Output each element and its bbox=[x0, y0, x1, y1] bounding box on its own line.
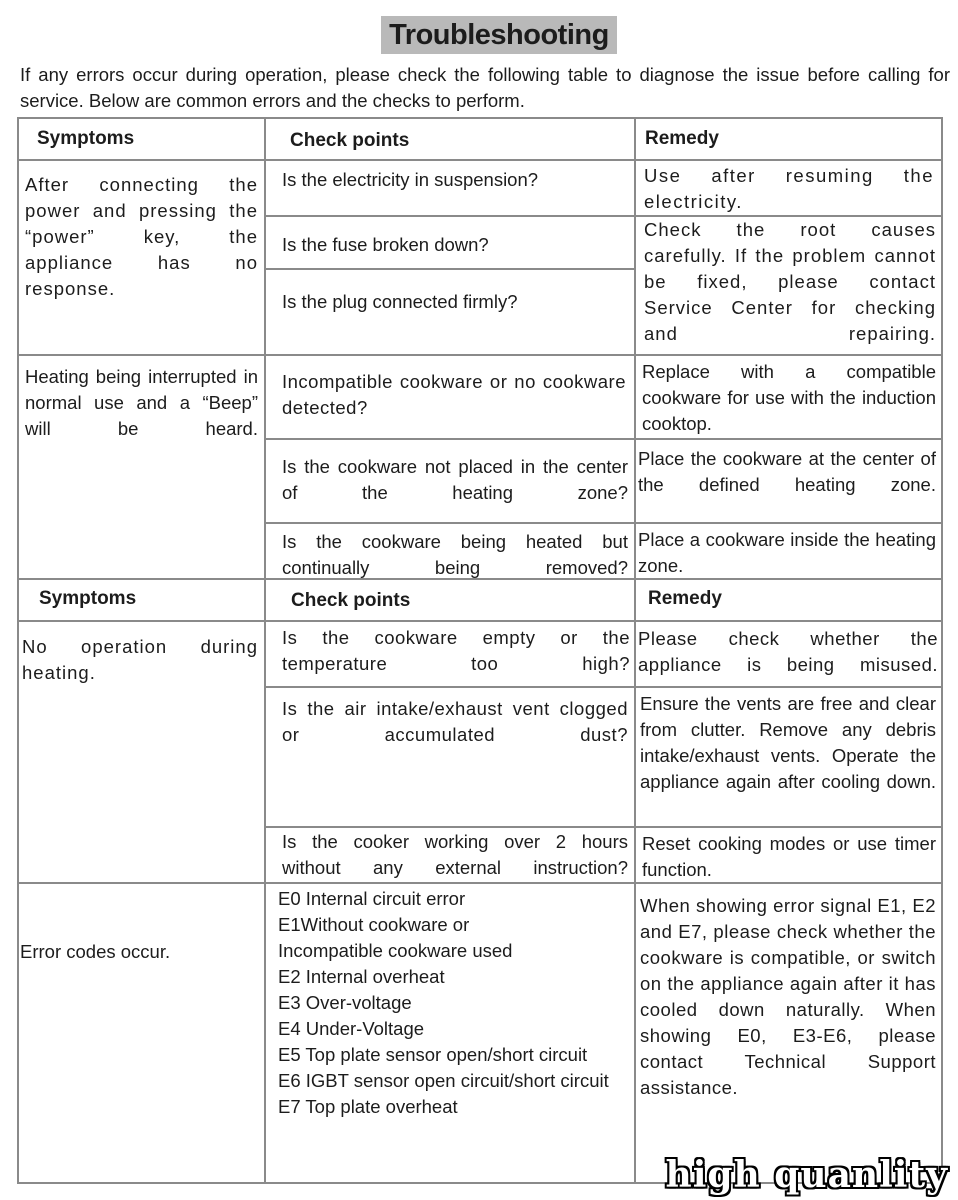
check-plug: Is the plug connected firmly? bbox=[282, 291, 518, 312]
symptom-no-operation: No operation during heating. bbox=[22, 636, 258, 683]
table-rule bbox=[264, 686, 943, 688]
error-code-item: E2 Internal overheat bbox=[278, 966, 445, 987]
check-fuse: Is the fuse broken down? bbox=[282, 234, 489, 255]
check-cookware-empty: Is the cookware empty or the temperature too high? bbox=[282, 627, 630, 674]
remedy-resume-electricity: Use after resuming the electricity. bbox=[644, 165, 934, 212]
check-points-header: Check points bbox=[291, 590, 411, 611]
table-border-right bbox=[941, 117, 943, 1184]
error-code-item: E0 Internal circuit error bbox=[278, 888, 466, 909]
table-rule bbox=[17, 159, 943, 161]
intro-paragraph: If any errors occur during operation, please check the following table to diagnose the issue before calling for service. Below are common errors and the checks to perform. bbox=[20, 64, 950, 111]
error-code-item: E6 IGBT sensor open circuit/short circuit bbox=[278, 1070, 609, 1091]
remedy-reset-modes: Reset cooking modes or use timer function. bbox=[642, 833, 936, 880]
check-working-over-2-hours: Is the cooker working over 2 hours without any external instruction? bbox=[282, 831, 628, 878]
remedy-place-center: Place the cookware at the center of the defined heating zone. bbox=[638, 448, 936, 495]
table-rule bbox=[264, 438, 943, 440]
symptom-no-response: After connecting the power and pressing the “power” key, the appliance has no response. bbox=[25, 174, 258, 299]
remedy-check-misuse: Please check whether the appliance is being misused. bbox=[638, 628, 938, 675]
watermark-text: high quanlity bbox=[665, 1154, 948, 1196]
remedy-place-inside: Place a cookware inside the heating zone. bbox=[638, 529, 936, 576]
error-code-item: E4 Under-Voltage bbox=[278, 1018, 425, 1039]
table-rule bbox=[17, 354, 943, 356]
check-points-header: Check points bbox=[290, 130, 410, 151]
remedy-clear-vents: Ensure the vents are free and clear from clutter. Remove any debris intake/exhaust vents. Operate the appliance again after cooling down. bbox=[640, 693, 936, 792]
check-cookware-removed: Is the cookware being heated but continually being removed? bbox=[282, 531, 628, 578]
table-border-left bbox=[17, 117, 19, 1184]
symptom-error-codes: Error codes occur. bbox=[20, 941, 171, 962]
remedy-contact-service: Check the root causes carefully. If the problem cannot be fixed, please contact Service Center for checking and repairing. bbox=[644, 219, 936, 344]
error-code-item: E1Without cookware or Incompatible cookware used bbox=[278, 914, 513, 961]
table-column-divider bbox=[634, 117, 636, 1184]
table-rule bbox=[264, 826, 943, 828]
symptom-heating-interrupted: Heating being interrupted in normal use and a “Beep” will be heard. bbox=[25, 366, 258, 439]
table-column-divider bbox=[264, 117, 266, 1184]
check-incompatible-cookware: Incompatible cookware or no cookware detected? bbox=[282, 371, 626, 418]
page-title: Troubleshooting bbox=[381, 16, 617, 54]
remedy-replace-cookware: Replace with a compatible cookware for use with the induction cooktop. bbox=[642, 361, 936, 434]
table-rule bbox=[264, 522, 943, 524]
error-code-item: E7 Top plate overheat bbox=[278, 1096, 458, 1117]
remedy-error-codes: When showing error signal E1, E2 and E7, please check whether the cookware is compatible, or switch on the appliance again after it has cooled down naturally. When showing E0, E3-E6, please contact Technical Support assistance. bbox=[640, 895, 936, 1098]
check-cookware-center: Is the cookware not placed in the center of the heating zone? bbox=[282, 456, 628, 503]
error-code-item: E3 Over-voltage bbox=[278, 992, 412, 1013]
error-code-list bbox=[278, 886, 630, 1120]
check-electricity: Is the electricity in suspension? bbox=[282, 169, 539, 190]
check-air-vent: Is the air intake/exhaust vent clogged or accumulated dust? bbox=[282, 698, 628, 745]
remedy-header: Remedy bbox=[645, 128, 719, 149]
table-rule bbox=[17, 620, 943, 622]
error-code-item: E5 Top plate sensor open/short circuit bbox=[278, 1044, 588, 1065]
table-border-top bbox=[17, 117, 943, 119]
table-rule bbox=[264, 268, 636, 270]
symptoms-header: Symptoms bbox=[37, 128, 135, 149]
symptoms-header: Symptoms bbox=[39, 588, 137, 609]
remedy-header: Remedy bbox=[648, 588, 722, 609]
